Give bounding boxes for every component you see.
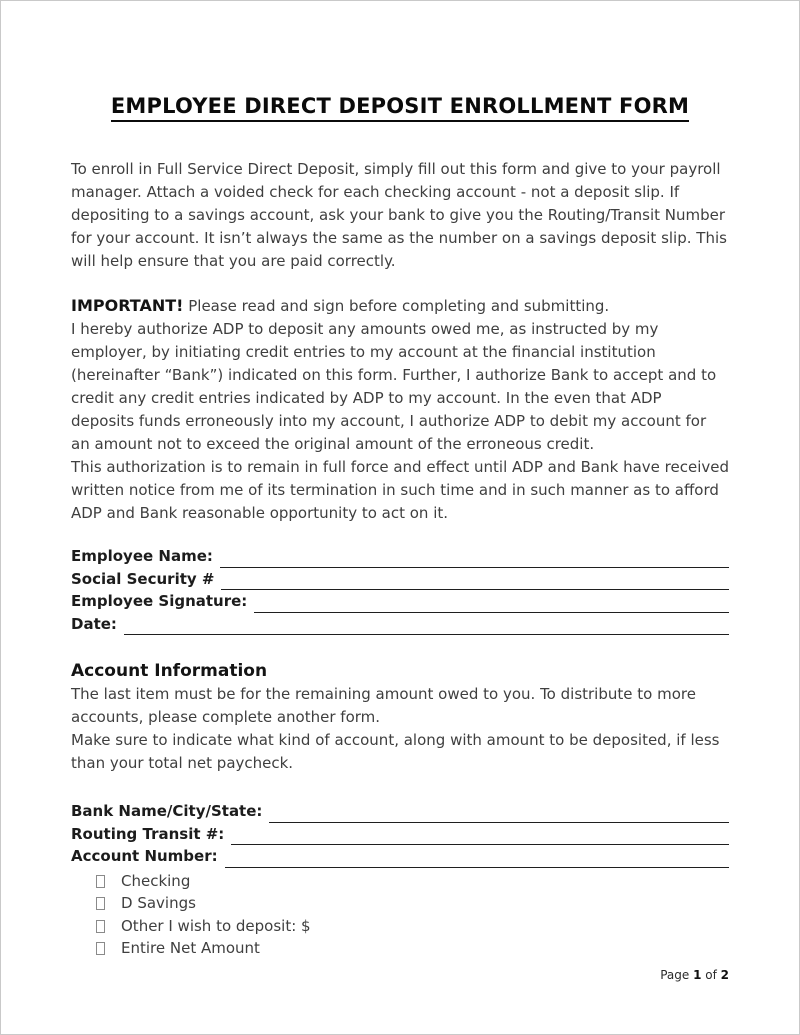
important-lead-line (71, 294, 729, 318)
checking-checkbox-row[interactable] (96, 871, 729, 893)
account-number-row (71, 845, 729, 868)
social-security-row (71, 568, 729, 591)
footer-page-word: Page (660, 968, 694, 982)
date-label: Date: (71, 614, 117, 633)
employee-name-blank[interactable] (220, 550, 729, 568)
intro-paragraph: To enroll in Full Service Direct Deposit, simply fill out this form and give to your payroll manager. Attach a voided check for each checking account - not a deposit slip. If depositing to a savings account, ask your bank to give you the Routing/Transit Number for your account. It isn’t always the same as the number on a savings deposit slip. This will help ensure that you are paid correctly. (71, 160, 727, 270)
account-type-checkbox-list (71, 871, 729, 960)
account-info-paragraph-2: Make sure to indicate what kind of account, along with amount to be deposited, if less than your total net paycheck. (71, 731, 720, 772)
employee-name-row (71, 545, 729, 568)
other-deposit-checkbox-icon[interactable] (96, 920, 105, 933)
employee-signature-label: Employee Signature: (71, 592, 248, 610)
savings-checkbox-icon[interactable] (96, 897, 105, 910)
bank-name-blank[interactable] (269, 805, 729, 823)
account-information-heading: Account Information (71, 661, 268, 681)
entire-net-checkbox-label: Entire Net Amount (121, 939, 260, 958)
date-blank[interactable] (124, 617, 729, 635)
entire-net-checkbox-row[interactable] (96, 937, 729, 959)
checking-checkbox-label: Checking (121, 872, 191, 891)
employee-fields (71, 545, 729, 635)
footer-total-pages: 2 (720, 968, 729, 982)
social-security-blank[interactable] (221, 572, 729, 590)
important-section (71, 294, 729, 525)
routing-transit-label: Routing Transit #: (71, 824, 225, 843)
page-title: EMPLOYEE DIRECT DEPOSIT ENROLLMENT FORM (111, 93, 689, 122)
other-deposit-checkbox-label: Other I wish to deposit: $ (121, 916, 311, 935)
account-number-blank[interactable] (225, 850, 729, 868)
title-wrap (71, 93, 729, 122)
social-security-label: Social Security # (71, 569, 215, 588)
footer-page-number: 1 (693, 968, 702, 982)
important-lead-text: Please read and sign before completing and submitting. (183, 297, 610, 315)
bank-name-label: Bank Name/City/State: (71, 802, 263, 820)
other-deposit-checkbox-row[interactable] (96, 915, 729, 937)
authorization-paragraph-1: I hereby authorize ADP to deposit any amounts owed me, as instructed by my employer, by initiating credit entries to my account at the financial institution (hereinafter “Bank”) indicated on this form. Further, I authorize Bank to accept and to credit any credit entries indicated by ADP to my account. In the even that ADP deposits funds erroneously into my account, I authorize ADP to debit my account for an amount not to exceed the original amount of the erroneous credit. (71, 320, 717, 453)
savings-checkbox-label: D Savings (121, 894, 196, 913)
employee-signature-blank[interactable] (254, 595, 729, 613)
footer-of-word: of (701, 968, 721, 982)
routing-transit-row (71, 823, 729, 846)
savings-checkbox-row[interactable] (96, 893, 729, 915)
bank-fields (71, 800, 729, 868)
employee-name-label: Employee Name: (71, 547, 213, 565)
authorization-paragraph-2: This authorization is to remain in full force and effect until ADP and Bank have received written notice from me of its termination in such time and in such manner as to afford ADP and Bank reasonable opportunity to act on it. (71, 458, 729, 522)
routing-transit-blank[interactable] (231, 827, 729, 845)
checking-checkbox-icon[interactable] (96, 875, 105, 888)
important-label: IMPORTANT! (71, 296, 184, 315)
account-info-paragraph-1: The last item must be for the remaining amount owed to you. To distribute to more accounts, please complete another form. (71, 685, 696, 726)
date-row (71, 613, 729, 636)
account-number-label: Account Number: (71, 847, 218, 865)
bank-name-row (71, 800, 729, 823)
employee-signature-row (71, 590, 729, 613)
entire-net-checkbox-icon[interactable] (96, 942, 105, 955)
page-footer (660, 967, 729, 983)
